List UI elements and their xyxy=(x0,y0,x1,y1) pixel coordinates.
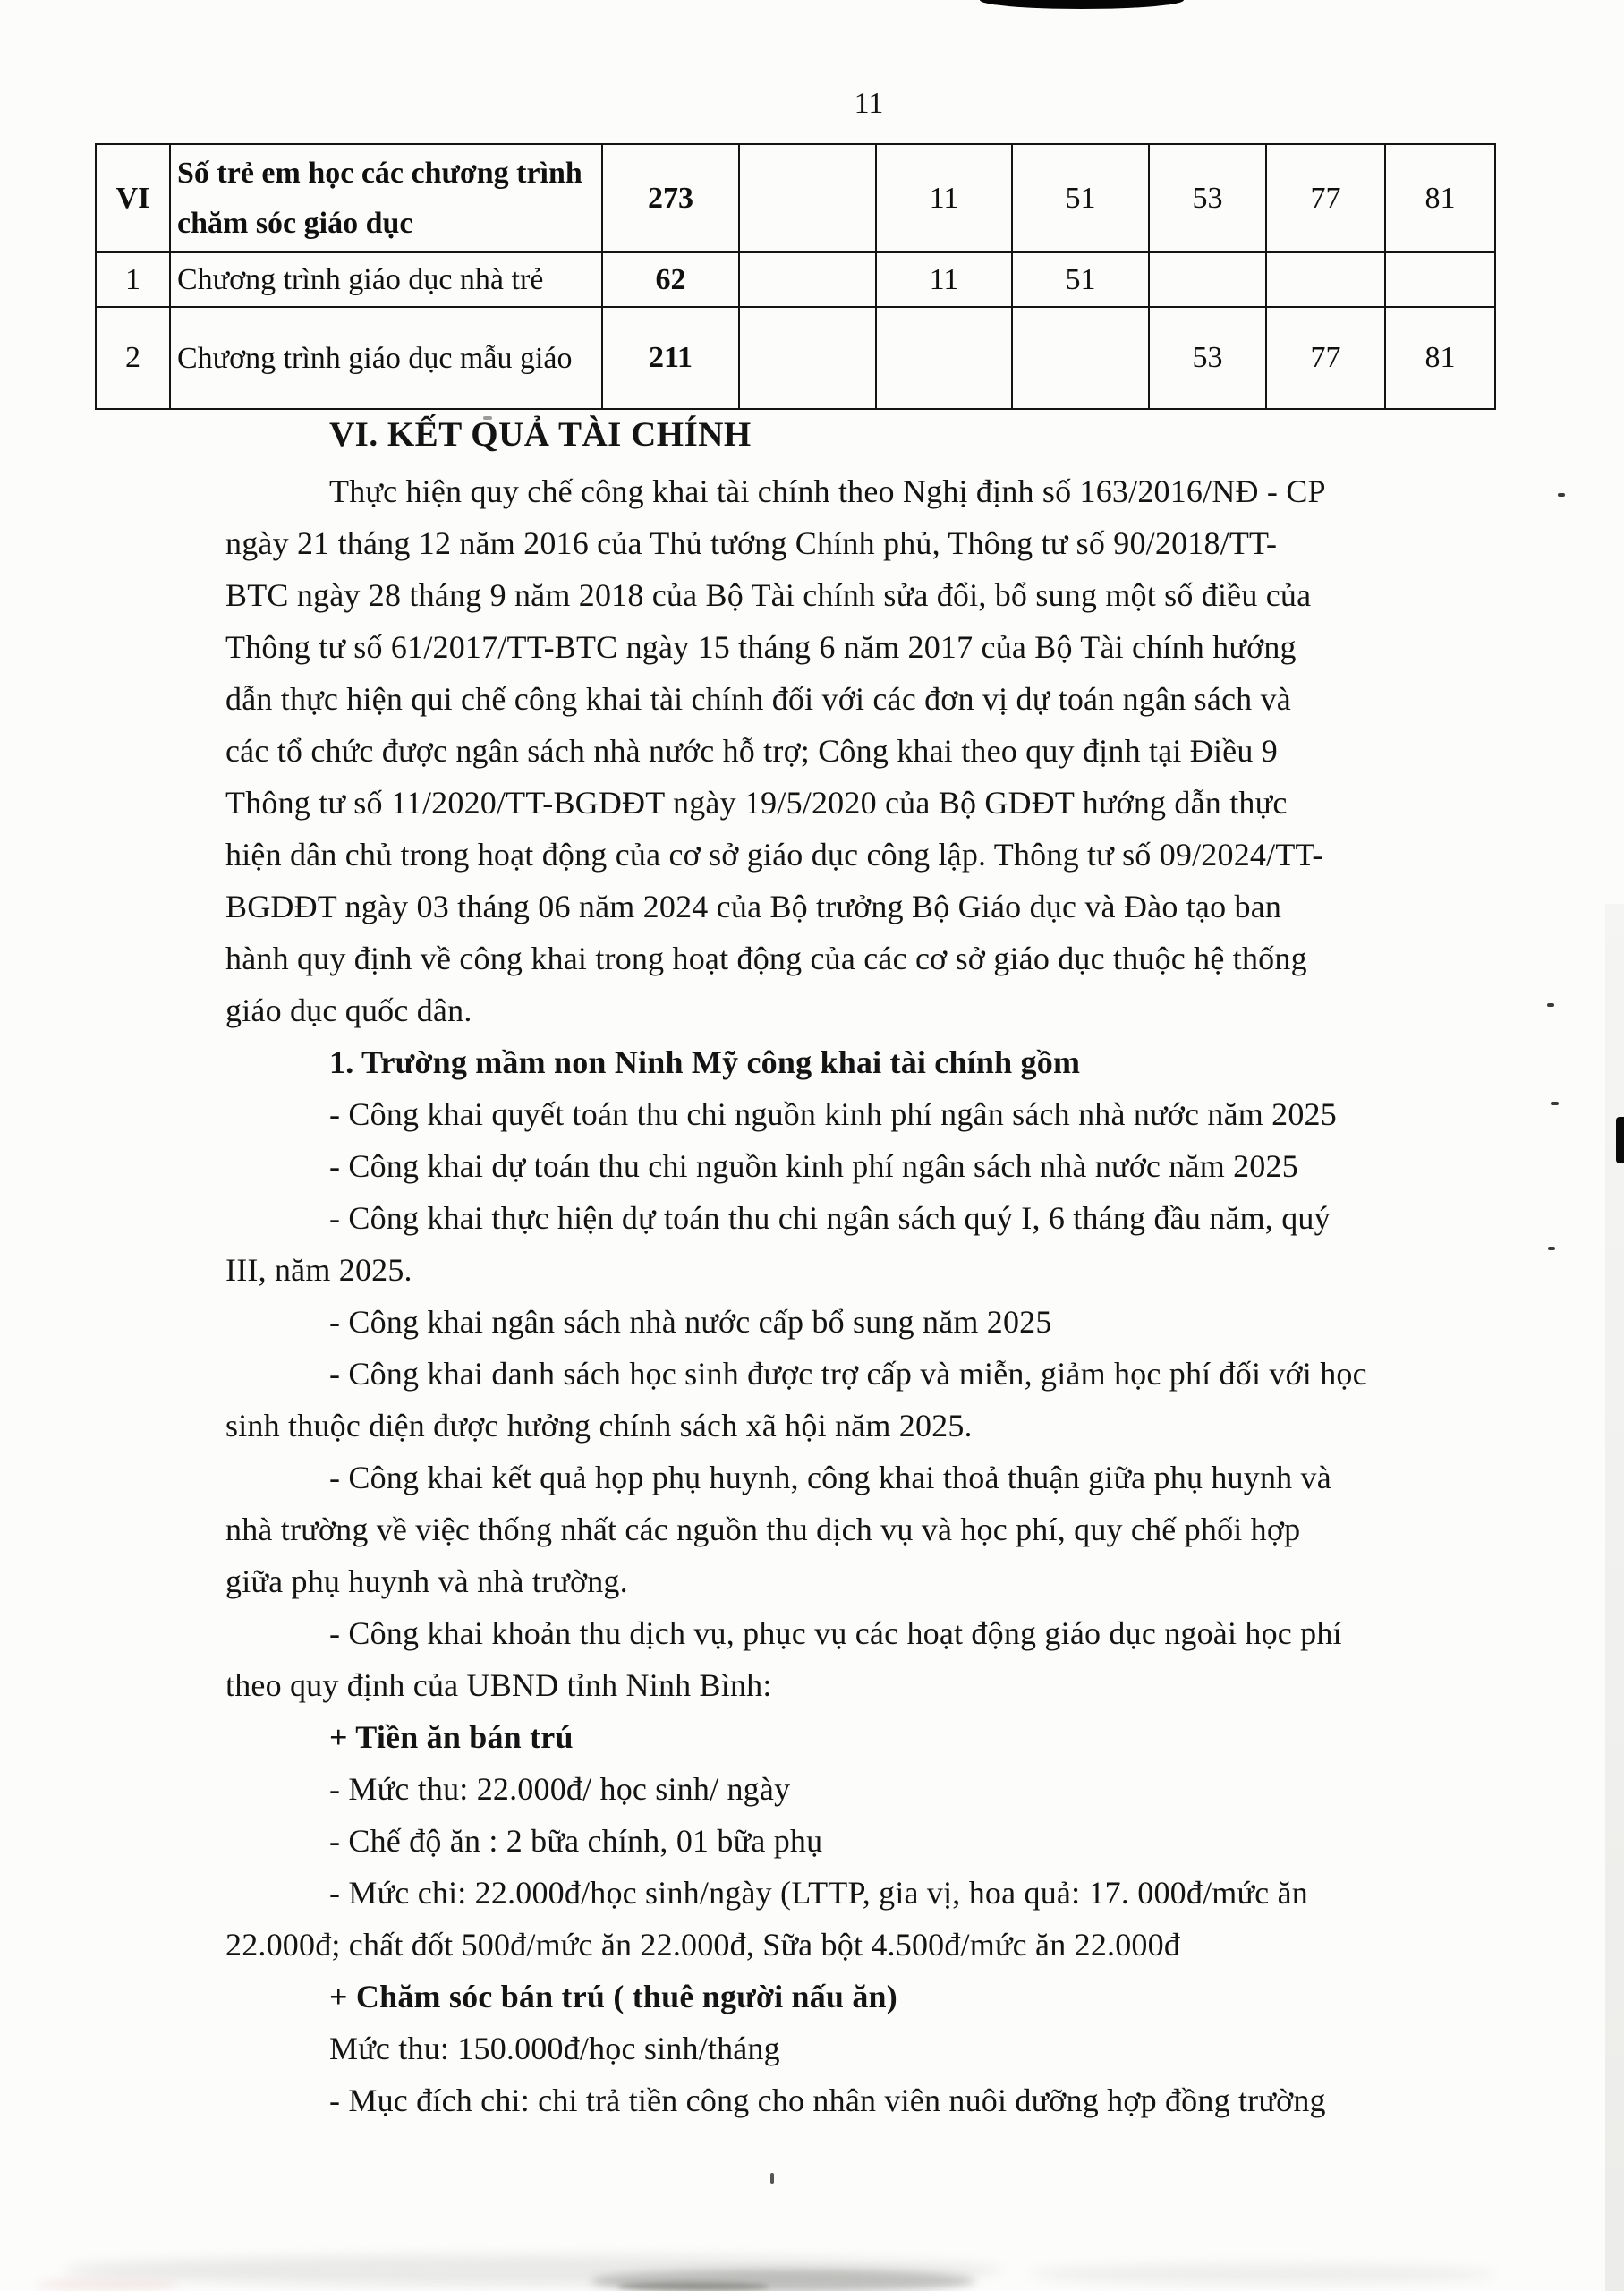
table-cell xyxy=(739,307,876,409)
body-line xyxy=(225,1815,1541,1867)
body-line-text: theo quy định của UBND tỉnh Ninh Bình: xyxy=(225,1667,772,1703)
table-cell: 81 xyxy=(1385,307,1495,409)
body-line xyxy=(225,2023,1541,2074)
body-line-text: 1. Trường mầm non Ninh Mỹ công khai tài chính gồm xyxy=(329,1044,1081,1080)
table-cell: 77 xyxy=(1266,144,1385,252)
scan-smudge xyxy=(36,2278,179,2291)
table-cell-index: 1 xyxy=(96,252,170,307)
table-cell xyxy=(1266,252,1385,307)
body-line-text: BTC ngày 28 tháng 9 năm 2018 của Bộ Tài chính sửa đổi, bổ sung một số điều của xyxy=(225,577,1312,613)
body-line-text: hiện dân chủ trong hoạt động của cơ sở giáo dục công lập. Thông tư số 09/2024/TT- xyxy=(225,837,1323,873)
body-line-text: Thực hiện quy chế công khai tài chính theo Nghị định số 163/2016/NĐ - CP xyxy=(329,473,1326,509)
body-line xyxy=(225,1659,1541,1711)
scan-speck xyxy=(1551,1102,1559,1105)
body-line-text: + Tiền ăn bán trú xyxy=(329,1719,574,1755)
body-line xyxy=(225,465,1541,517)
body-line xyxy=(225,933,1541,984)
body-line xyxy=(225,673,1541,725)
body-line-text: III, năm 2025. xyxy=(225,1252,412,1288)
body-line-text: - Công khai dự toán thu chi nguồn kinh phí ngân sách nhà nước năm 2025 xyxy=(329,1148,1298,1184)
table-cell-label: Chương trình giáo dục mẫu giáo xyxy=(170,307,602,409)
scan-artifact-edge-mark xyxy=(1616,1117,1624,1163)
body-line-text: nhà trường về việc thống nhất các nguồn thu dịch vụ và học phí, quy chế phối hợp xyxy=(225,1512,1301,1547)
table-cell xyxy=(739,144,876,252)
body-line xyxy=(225,725,1541,777)
body-line xyxy=(225,1140,1541,1192)
table-cell-total: 62 xyxy=(602,252,739,307)
body-line-text: - Công khai khoản thu dịch vụ, phục vụ các hoạt động giáo dục ngoài học phí xyxy=(329,1615,1342,1651)
body-line xyxy=(225,569,1541,621)
table-row xyxy=(96,144,1495,252)
body-line-text: Thông tư số 11/2020/TT-BGDĐT ngày 19/5/2020 của Bộ GDĐT hướng dẫn thực xyxy=(225,785,1288,821)
body-line xyxy=(225,1919,1541,1971)
scan-artifact-top-blob xyxy=(980,0,1184,9)
body-line-text: - Mức chi: 22.000đ/học sinh/ngày (LTTP, gia vị, hoa quả: 17. 000đ/mức ăn xyxy=(329,1875,1308,1911)
scan-smudge xyxy=(617,2282,769,2291)
body-line-text: sinh thuộc diện được hưởng chính sách xã hội năm 2025. xyxy=(225,1408,973,1444)
body-line-text: - Công khai ngân sách nhà nước cấp bổ sung năm 2025 xyxy=(329,1304,1052,1340)
table-cell xyxy=(1385,252,1495,307)
body-line-text: - Mức thu: 22.000đ/ học sinh/ ngày xyxy=(329,1771,791,1807)
body-line-text: BGDĐT ngày 03 tháng 06 năm 2024 của Bộ trưởng Bộ Giáo dục và Đào tạo ban xyxy=(225,889,1282,924)
body-line-text: 22.000đ; chất đốt 500đ/mức ăn 22.000đ, Sữa bột 4.500đ/mức ăn 22.000đ xyxy=(225,1927,1181,1963)
body-line xyxy=(225,1503,1541,1555)
table-cell-index: 2 xyxy=(96,307,170,409)
table-cell: 53 xyxy=(1149,307,1266,409)
table-cell: 11 xyxy=(876,144,1012,252)
body-line xyxy=(225,1452,1541,1503)
table-cell-total: 211 xyxy=(602,307,739,409)
body-line-text: - Công khai danh sách học sinh được trợ cấp và miễn, giảm học phí đối với học xyxy=(329,1356,1367,1392)
body-line-text: - Công khai thực hiện dự toán thu chi ngân sách quý I, 6 tháng đầu năm, quý xyxy=(329,1200,1331,1236)
table-cell-label: Chương trình giáo dục nhà trẻ xyxy=(170,252,602,307)
table-cell-total: 273 xyxy=(602,144,739,252)
body-line-text: - Công khai kết quả họp phụ huynh, công khai thoả thuận giữa phụ huynh và xyxy=(329,1460,1331,1495)
scan-artifact-edge-strip xyxy=(1605,904,1624,2291)
body-line-text: giáo dục quốc dân. xyxy=(225,992,472,1028)
table-cell: 51 xyxy=(1012,252,1149,307)
body-line xyxy=(225,2074,1541,2126)
table-cell xyxy=(1012,307,1149,409)
body-line-text: giữa phụ huynh và nhà trường. xyxy=(225,1563,628,1599)
enrollment-table xyxy=(95,143,1496,410)
table-cell xyxy=(1149,252,1266,307)
body-line xyxy=(225,1867,1541,1919)
body-line-text: các tổ chức được ngân sách nhà nước hỗ trợ; Công khai theo quy định tại Điều 9 xyxy=(225,733,1278,769)
page-number: 11 xyxy=(854,87,884,120)
body-line-text: ngày 21 tháng 12 năm 2016 của Thủ tướng Chính phủ, Thông tư số 90/2018/TT- xyxy=(225,525,1278,561)
body-line xyxy=(225,1607,1541,1659)
body-line xyxy=(225,517,1541,569)
body-line-text: dẫn thực hiện qui chế công khai tài chính đối với các đơn vị dự toán ngân sách và xyxy=(225,681,1291,717)
body-line xyxy=(225,1971,1541,2023)
body-line xyxy=(225,1763,1541,1815)
table-cell: 51 xyxy=(1012,144,1149,252)
body-line-text: hành quy định về công khai trong hoạt động của các cơ sở giáo dục thuộc hệ thống xyxy=(225,941,1307,976)
scan-speck xyxy=(1547,1003,1554,1007)
body-line-text: + Chăm sóc bán trú ( thuê người nấu ăn) xyxy=(329,1979,897,2014)
body-line xyxy=(225,829,1541,881)
table-cell: 11 xyxy=(876,252,1012,307)
table-cell xyxy=(739,252,876,307)
table-cell: 53 xyxy=(1149,144,1266,252)
scan-speck xyxy=(1548,1247,1555,1250)
table-cell: 77 xyxy=(1266,307,1385,409)
scan-speck xyxy=(1558,493,1565,497)
body-line-text: Mức thu: 150.000đ/học sinh/tháng xyxy=(329,2031,780,2066)
body-line-text: - Công khai quyết toán thu chi nguồn kinh phí ngân sách nhà nước năm 2025 xyxy=(329,1096,1337,1132)
body-line xyxy=(225,984,1541,1036)
body-line xyxy=(225,1296,1541,1348)
table-cell-index: VI xyxy=(96,144,170,252)
body-line xyxy=(225,1400,1541,1452)
table-cell-label: Số trẻ em học các chương trình chăm sóc giáo dục xyxy=(170,144,602,252)
body-line-text: - Chế độ ăn : 2 bữa chính, 01 bữa phụ xyxy=(329,1823,823,1859)
body-line xyxy=(225,777,1541,829)
table-cell: 81 xyxy=(1385,144,1495,252)
scan-speck xyxy=(770,2173,774,2184)
section-heading: VI. KẾT QUẢ TÀI CHÍNH xyxy=(329,415,752,454)
body-line xyxy=(225,881,1541,933)
body-text xyxy=(225,465,1541,2126)
body-line xyxy=(225,621,1541,673)
body-line xyxy=(225,1036,1541,1088)
scan-smudge xyxy=(1029,2264,1494,2284)
table-row xyxy=(96,307,1495,409)
body-line-text: - Mục đích chi: chi trả tiền công cho nhân viên nuôi dưỡng hợp đồng trường xyxy=(329,2082,1326,2118)
body-line xyxy=(225,1555,1541,1607)
body-line xyxy=(225,1088,1541,1140)
body-line-text: Thông tư số 61/2017/TT-BTC ngày 15 tháng 6 năm 2017 của Bộ Tài chính hướng xyxy=(225,629,1297,665)
body-line xyxy=(225,1244,1541,1296)
table-cell xyxy=(876,307,1012,409)
table-row xyxy=(96,252,1495,307)
body-line xyxy=(225,1711,1541,1763)
body-line xyxy=(225,1192,1541,1244)
body-line xyxy=(225,1348,1541,1400)
